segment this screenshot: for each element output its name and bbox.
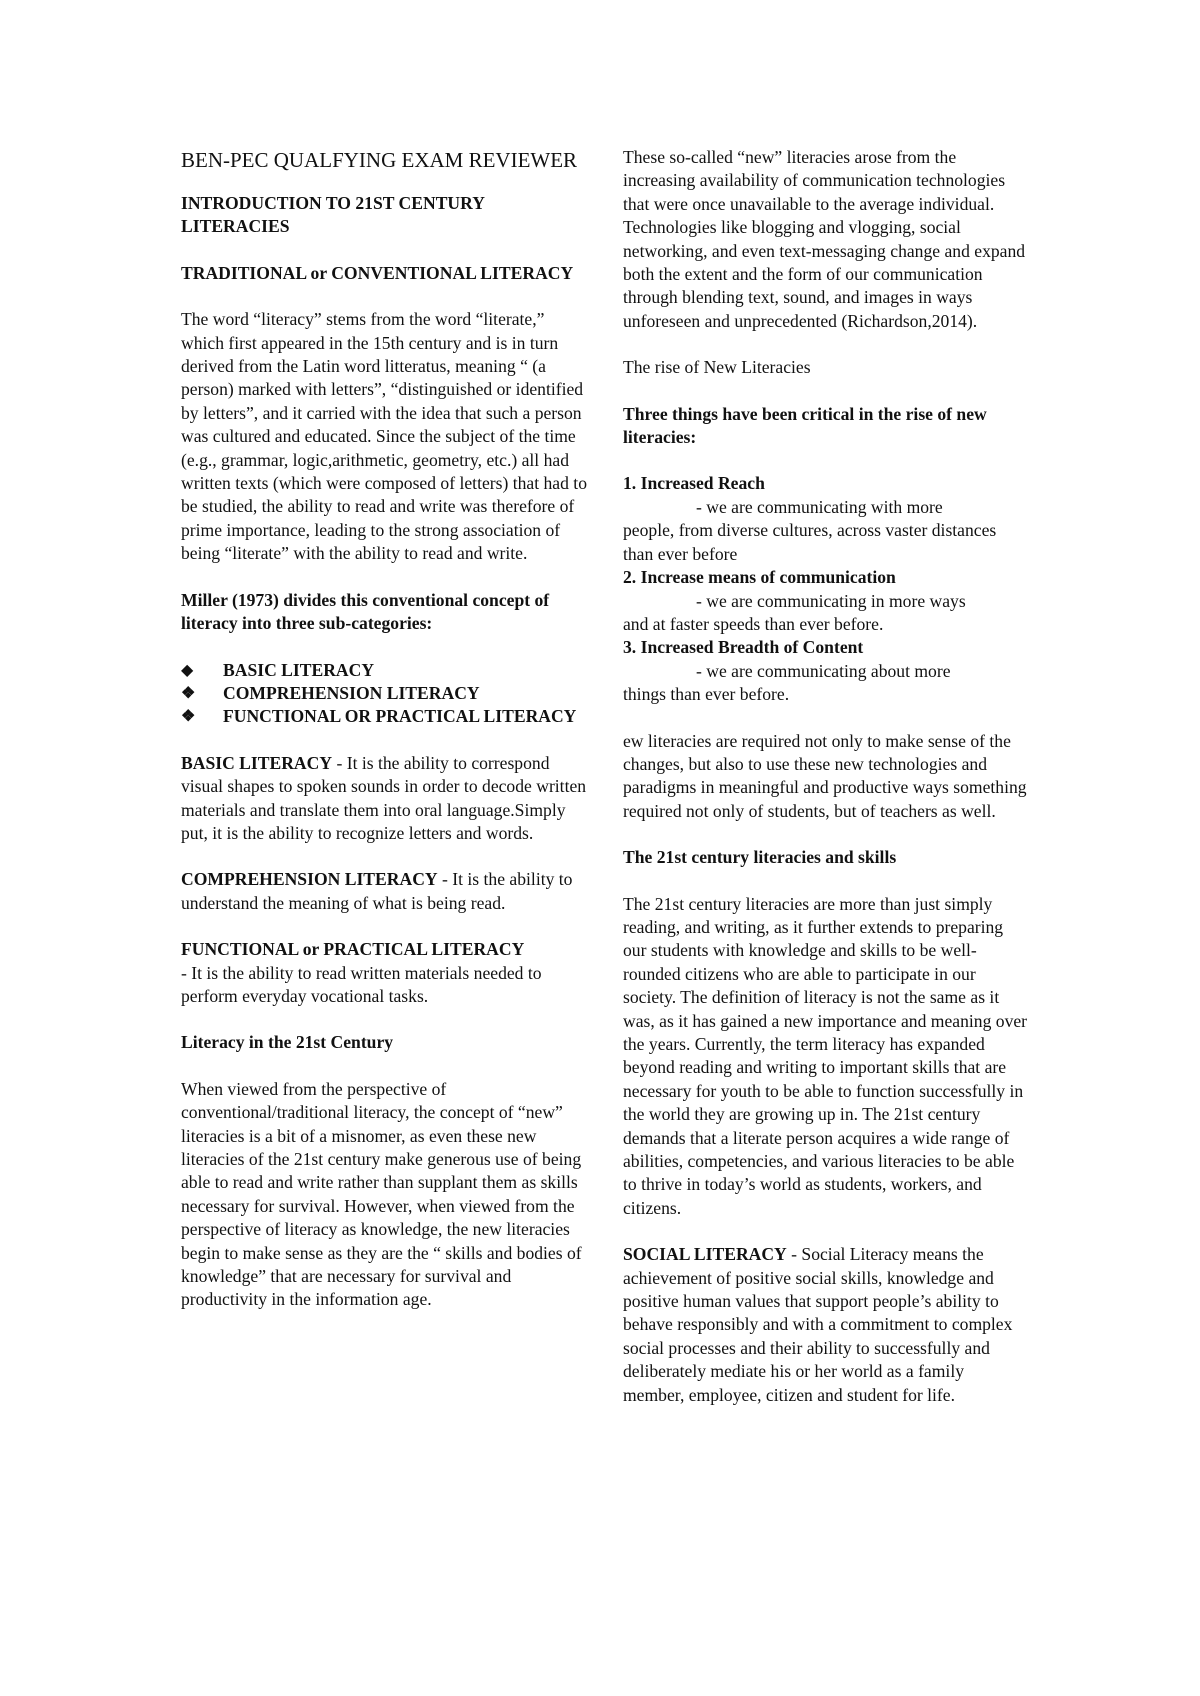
list-item-title: 2. Increase means of communication [623, 567, 896, 588]
functional-literacy-text: - It is the ability to read written materials needed to perform everyday vocational tasks. [181, 962, 542, 1006]
social-literacy-definition [623, 1243, 1029, 1407]
critical-things-list [623, 472, 1029, 706]
critical-things-heading: Three things have been critical in the rise of new literacies: [623, 403, 987, 448]
list-item [623, 472, 1029, 566]
intro-heading: INTRODUCTION TO 21ST CENTURY LITERACIES [181, 193, 485, 237]
new-literacies-required-paragraph: ew literacies are required not only to make sense of the changes, but also to use these new technologies and paradigms in meaningful and productive ways something required not only of students, but of teachers as well. [623, 730, 1027, 821]
basic-literacy-definition [181, 752, 587, 846]
social-literacy-text: - Social Literacy means the achievement of positive social skills, knowledge and positive human values that support people’s ability to behave responsibly and with a commitment to complex social processes and their ability to successfully and deliberately mediate his or her world as a family member, employee, citizen and student for life. [623, 1244, 1013, 1405]
list-item [623, 636, 1029, 706]
diamond-bullet-icon: ❖ [181, 684, 196, 702]
list-item [623, 566, 1029, 636]
traditional-literacy-paragraph: The word “literacy” stems from the word “literate,” which first appeared in the 15th century and is in turn derived from the Latin word litteratus, meaning “ (a person) marked with letters”, “distinguished or identified by letters”, and it carried with the idea that such a person was cultured and educated. Since the subject of the time (e.g., grammar, logic,arithmetic, geometry, etc.) all had written texts (which were composed of letters) that had to be studied, the ability to read and write was therefore of prime importance, leading to the strong association of being “literate” with the ability to read and write. [181, 309, 587, 564]
functional-literacy-definition [181, 938, 587, 1008]
list-item-first-line: - we are communicating in more ways [696, 590, 966, 611]
literacy-21st-century-heading: Literacy in the 21st Century [181, 1032, 394, 1053]
list-item-label: COMPREHENSION LITERACY [223, 682, 480, 703]
list-item-title: 1. Increased Reach [623, 473, 765, 494]
subcategory-list [181, 659, 587, 729]
list-item [181, 682, 587, 705]
functional-literacy-term: FUNCTIONAL or PRACTICAL LITERACY [181, 939, 525, 960]
list-item-label: FUNCTIONAL OR PRACTICAL LITERACY [223, 706, 577, 727]
list-item-first-line: - we are communicating about more [696, 660, 951, 681]
list-item-first-line: - we are communicating with more [696, 496, 943, 517]
literacy-21st-century-paragraph: When viewed from the perspective of conventional/traditional literacy, the concept of “new” literacies is a bit of a misnomer, as even these new literacies of the 21st century make generous use of being able to read and write rather than supplant them as skills necessary for survival. However, when viewed from the perspective of literacy as knowledge, the new literacies begin to make sense as they are the “ skills and bodies of knowledge” that are necessary for survival and productivity in the information age. [181, 1078, 582, 1310]
social-literacy-term: SOCIAL LITERACY [623, 1244, 787, 1265]
comprehension-literacy-definition [181, 868, 587, 915]
list-item-label: BASIC LITERACY [223, 659, 375, 680]
skills-heading: The 21st century literacies and skills [623, 847, 897, 868]
diamond-bullet-icon: ❖ [181, 708, 196, 726]
list-item-title: 3. Increased Breadth of Content [623, 637, 864, 658]
rise-of-new-literacies-label: The rise of New Literacies [623, 357, 811, 378]
document-title: BEN-PEC QUALFYING EXAM REVIEWER [181, 148, 578, 172]
list-item [181, 705, 587, 728]
comprehension-literacy-text: - It is the ability to understand the meaning of what is being read. [181, 869, 573, 913]
new-literacies-paragraph: These so-called “new” literacies arose from the increasing availability of communication technologies that were once unavailable to the average individual. Technologies like blogging and vlogging, social networking, and even text-messaging change and expand both the extent and the form of our communication through blending text, sound, and images in ways unforeseen and unprecedented (Richardson,2014). [623, 147, 1026, 331]
basic-literacy-term: BASIC LITERACY [181, 752, 333, 773]
left-column [181, 146, 587, 1335]
skills-paragraph: The 21st century literacies are more than just simply reading, and writing, as it further extends to preparing our students with knowledge and skills to be well-rounded citizens who are able to participate in our society. The definition of literacy is not the same as it was, as it has gained a new importance and meaning over the years. Currently, the term literacy has expanded beyond reading and writing to important skills that are necessary for youth to be able to function successfully in the world they are growing up in. The 21st century demands that a literate person acquires a wide range of abilities, competencies, and various literacies to be able to thrive in today’s world as students, workers, and citizens. [623, 893, 1028, 1218]
list-item-continuation: people, from diverse cultures, across vaster distances than ever before [623, 520, 997, 564]
list-item-continuation: things than ever before. [623, 684, 790, 705]
list-item [181, 659, 587, 682]
basic-literacy-text: - It is the ability to correspond visual shapes to spoken sounds in order to decode written materials and translate them into oral language.Simply put, it is the ability to recognize letters and words. [181, 752, 587, 843]
diamond-bullet-icon: ◆ [181, 661, 194, 679]
comprehension-literacy-term: COMPREHENSION LITERACY [181, 869, 438, 890]
right-column [623, 146, 1029, 1430]
traditional-literacy-heading: TRADITIONAL or CONVENTIONAL LITERACY [181, 262, 574, 283]
miller-heading: Miller (1973) divides this conventional concept of literacy into three sub-categories: [181, 589, 550, 634]
list-item-continuation: and at faster speeds than ever before. [623, 613, 884, 634]
